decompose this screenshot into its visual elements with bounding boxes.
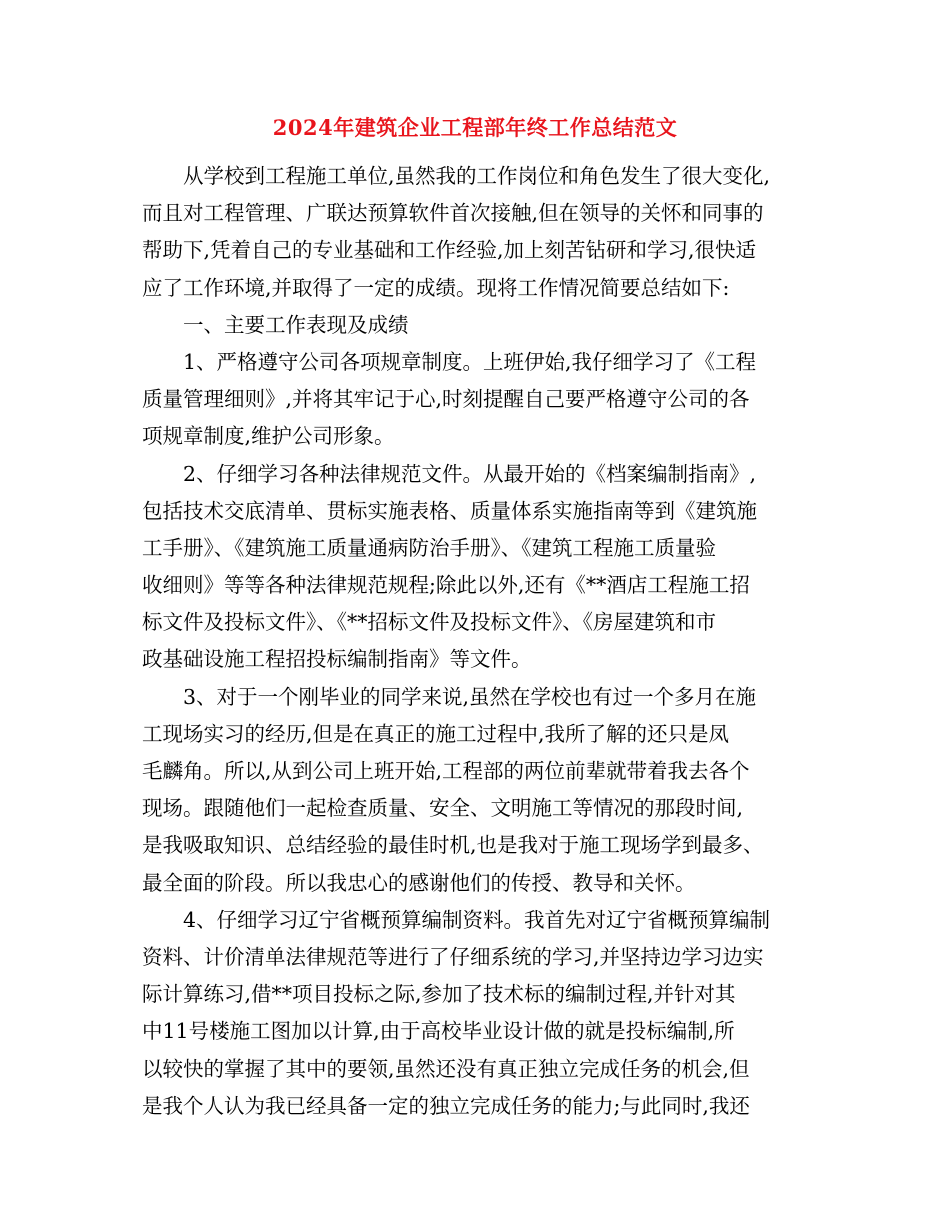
text-line: 工现场实习的经历,但是在真正的施工过程中,我所了解的还只是凤 xyxy=(142,721,730,746)
text-line: 3、对于一个刚毕业的同学来说,虽然在学校也有过一个多月在施 xyxy=(183,684,757,709)
text-line: 包括技术交底清单、贯标实施表格、质量体系实施指南等到《建筑施 xyxy=(142,498,757,523)
text-line: 1、严格遵守公司各项规章制度。上班伊始,我仔细学习了《工程 xyxy=(183,349,757,374)
text-line: 帮助下,凭着自己的专业基础和工作经验,加上刻苦钻研和学习,很快适 xyxy=(142,238,757,263)
text-line: 毛麟角。所以,从到公司上班开始,工程部的两位前辈就带着我去各个 xyxy=(142,759,750,783)
text-line: 而且对工程管理、广联达预算软件首次接触,但在领导的关怀和同事的 xyxy=(142,201,764,226)
text-line: 现场。跟随他们一起检查质量、安全、文明施工等情况的那段时间, xyxy=(142,796,744,821)
text-line: 中11号楼施工图加以计算,由于高校毕业设计做的就是投标编制,所 xyxy=(142,1019,735,1044)
text-line: 工手册》、《建筑施工质量通病防治手册》、《建筑工程施工质量验 xyxy=(142,535,716,560)
document-title: 2024年建筑企业工程部年终工作总结范文 xyxy=(272,115,678,140)
text-line: 一、主要工作表现及成绩 xyxy=(183,312,409,337)
text-line: 标文件及投标文件》、《**招标文件及投标文件》、《房屋建筑和市 xyxy=(142,610,716,635)
text-line: 是我吸取知识、总结经验的最佳时机,也是我对于施工现场学到最多、 xyxy=(142,833,764,858)
text-line: 资料、计价清单法律规范等进行了仔细系统的学习,并坚持边学习边实 xyxy=(142,944,764,969)
text-line: 以较快的掌握了其中的要领,虽然还没有真正独立完成任务的机会,但 xyxy=(142,1056,750,1081)
text-line: 政基础设施工程招投标编制指南》等文件。 xyxy=(142,647,532,672)
text-line: 最全面的阶段。所以我忠心的感谢他们的传授、教导和关怀。 xyxy=(142,870,696,895)
text-line: 质量管理细则》,并将其牢记于心,时刻提醒自己要严格遵守公司的各 xyxy=(142,387,750,412)
text-line: 4、仔细学习辽宁省概预算编制资料。我首先对辽宁省概预算编制 xyxy=(183,907,771,932)
text-line: 收细则》等等各种法律规范规程;除此以外,还有《**酒店工程施工招 xyxy=(142,573,750,598)
text-line: 际计算练习,借**项目投标之际,参加了技术标的编制过程,并针对其 xyxy=(142,982,736,1007)
text-line: 从学校到工程施工单位,虽然我的工作岗位和角色发生了很大变化, xyxy=(183,164,771,188)
text-line: 应了工作环境,并取得了一定的成绩。现将工作情况简要总结如下: xyxy=(142,275,730,300)
text-line: 是我个人认为我已经具备一定的独立完成任务的能力;与此同时,我还 xyxy=(142,1093,750,1118)
text-line: 2、仔细学习各种法律规范文件。从最开始的《档案编制指南》, xyxy=(183,461,757,486)
document-body xyxy=(142,158,820,1125)
text-line: 项规章制度,维护公司形象。 xyxy=(142,424,395,449)
